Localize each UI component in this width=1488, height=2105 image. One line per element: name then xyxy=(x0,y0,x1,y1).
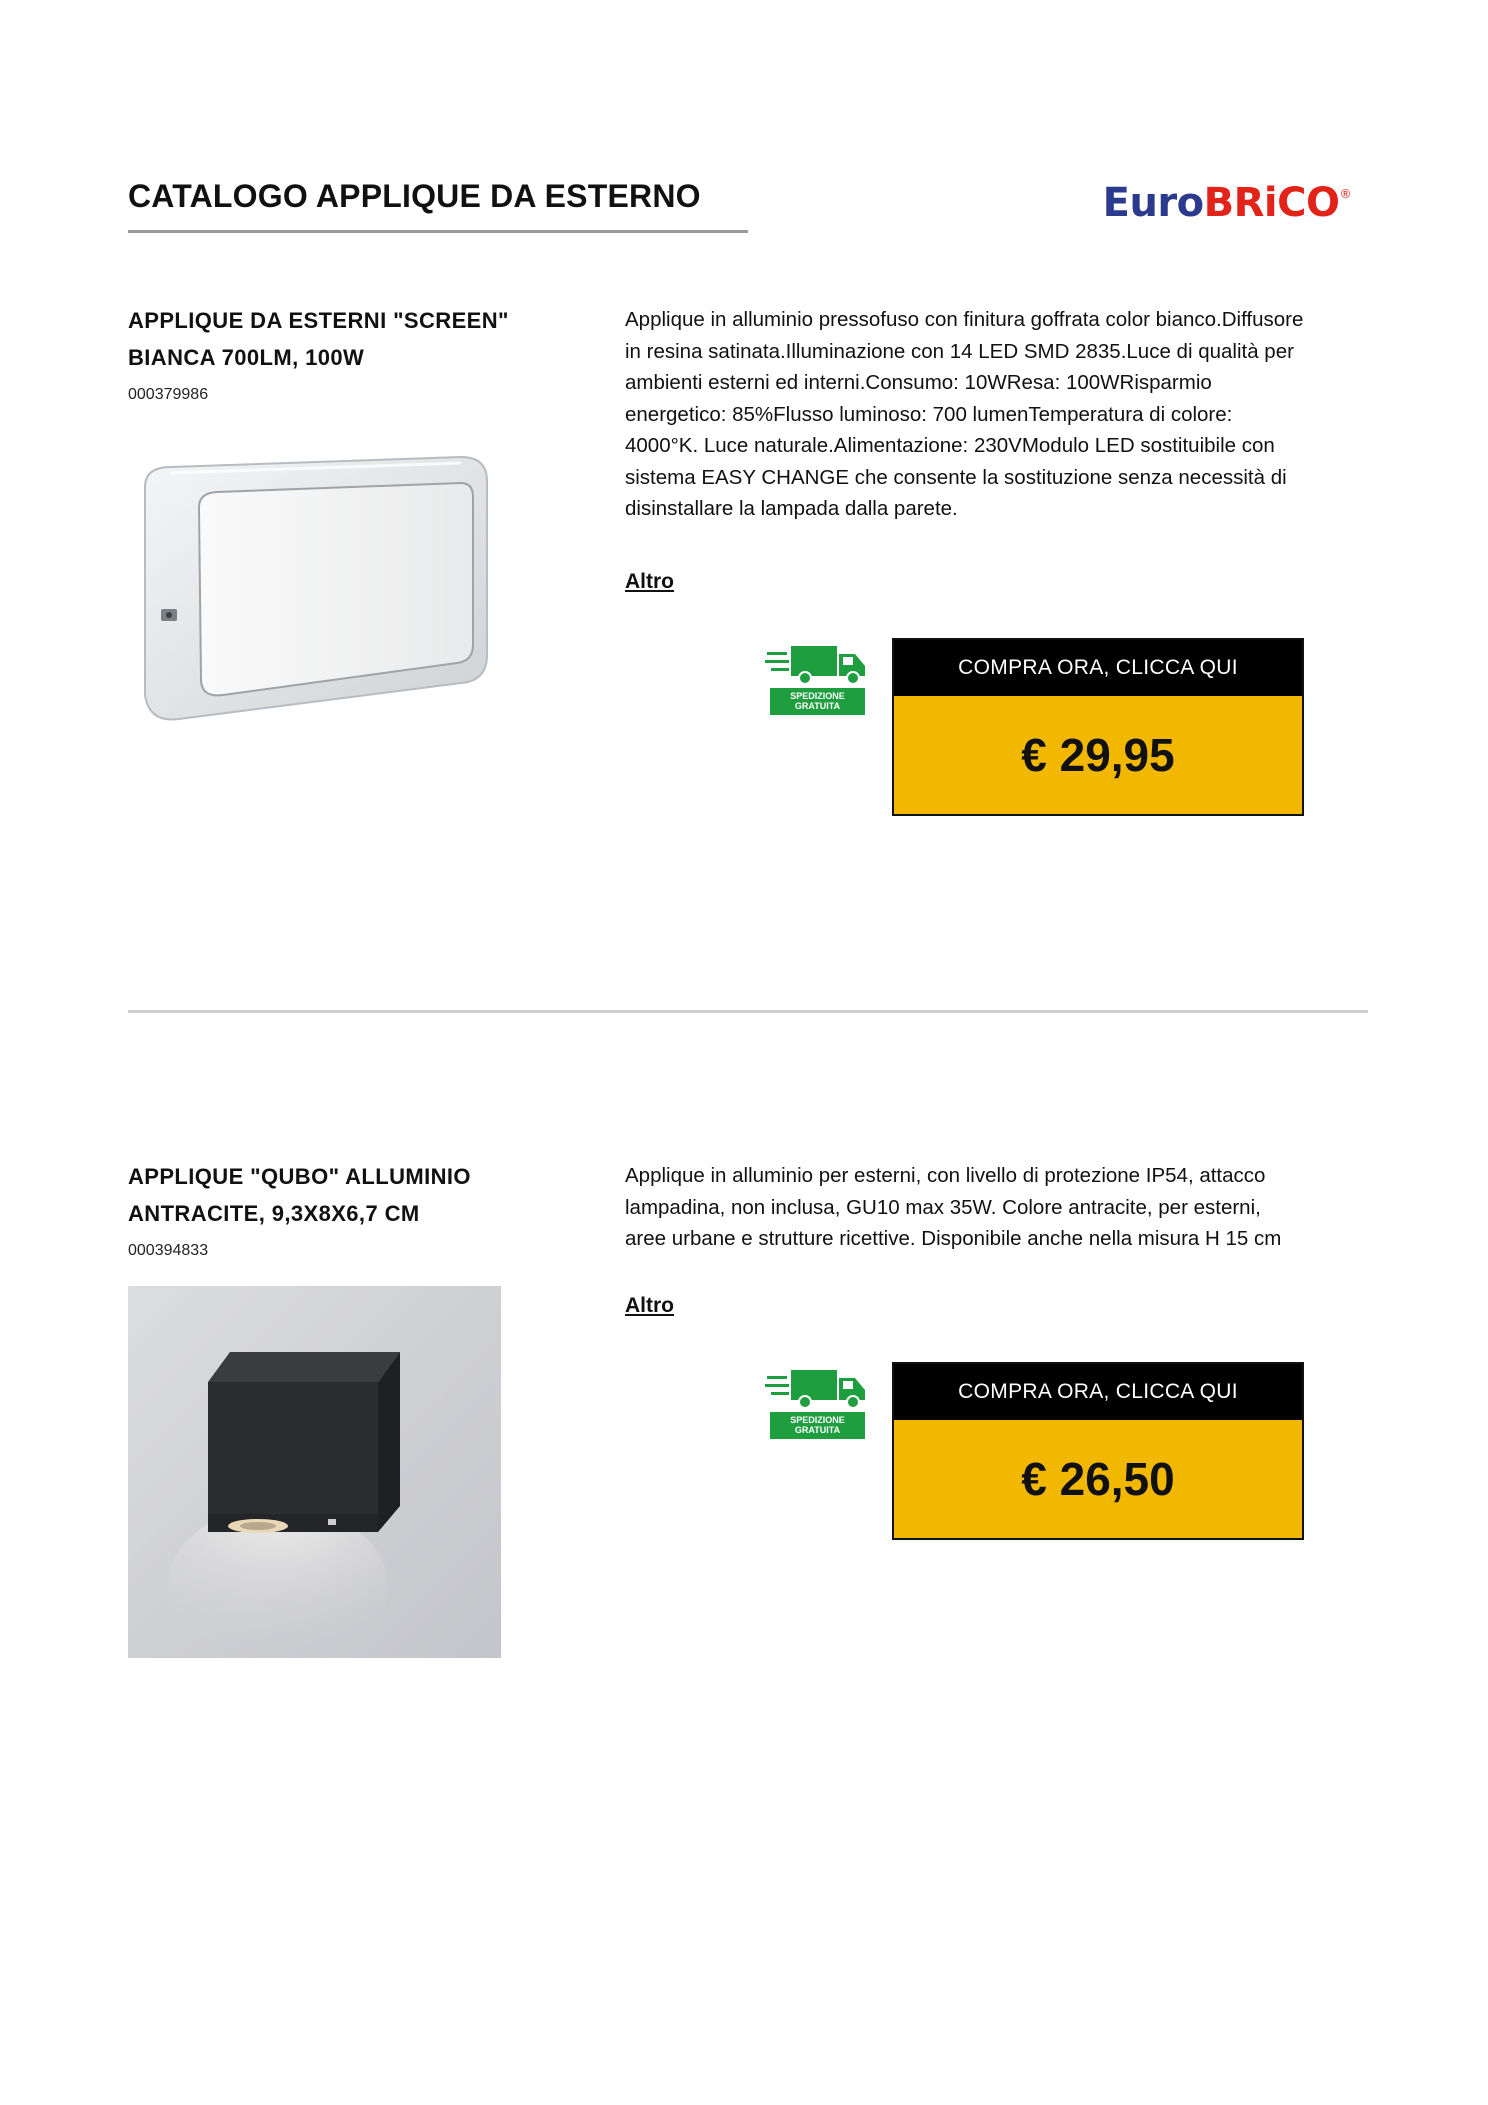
free-shipping-label: SPEDIZIONE GRATUITA xyxy=(770,688,865,715)
buy-now-label: COMPRA ORA, CLICCA QUI xyxy=(894,640,1302,696)
product-title: APPLIQUE DA ESTERNI "SCREEN" BIANCA 700LM, 100W xyxy=(128,308,509,370)
product-price: € 26,50 xyxy=(894,1420,1302,1538)
product-code: 000394833 xyxy=(128,1242,209,1259)
page-title: CATALOGO APPLIQUE DA ESTERNO xyxy=(128,178,701,214)
logo-part-brico: BRiCO xyxy=(1203,180,1340,226)
free-shipping-label: SPEDIZIONE GRATUITA xyxy=(770,1412,865,1439)
logo-part-euro: Euro xyxy=(1102,180,1204,226)
delivery-truck-icon xyxy=(765,640,871,688)
product-description: Applique in alluminio pressofuso con finitura goffrata color bianco.Diffusore in resina satinata.Illuminazione con 14 LED SMD 2835.Luce di qualità per ambienti esterni ed interni.Consumo: 10WResa: 100WRisparmio energetico: 85%Flusso luminoso: 700 lumenTemperatura di colore: 4000°K. Luce naturale.Alimentazione: 230VModulo LED sostituibile con sistema EASY CHANGE che consente la sostituzione senza necessità di disinstallare la lampada dalla parete. xyxy=(625,308,1304,520)
buy-now-button[interactable] xyxy=(892,1362,1304,1540)
buy-now-button[interactable] xyxy=(892,638,1304,816)
product-card-screen xyxy=(128,302,1350,862)
catalog-header xyxy=(128,172,1350,244)
section-divider xyxy=(128,1010,1368,1013)
product-card-qubo xyxy=(128,1158,1350,1718)
product-image-qubo xyxy=(128,1286,501,1658)
more-link[interactable]: Altro xyxy=(625,1294,674,1317)
more-link[interactable]: Altro xyxy=(625,570,674,593)
logo-registered-mark: ® xyxy=(1339,187,1351,201)
eurobrico-logo xyxy=(1103,182,1351,224)
product-code: 000379986 xyxy=(128,386,209,403)
free-shipping-badge xyxy=(765,1364,871,1442)
product-image-screen xyxy=(131,447,491,732)
free-shipping-badge xyxy=(765,640,871,718)
buy-now-label: COMPRA ORA, CLICCA QUI xyxy=(894,1364,1302,1420)
delivery-truck-icon xyxy=(765,1364,871,1412)
product-price: € 29,95 xyxy=(894,696,1302,814)
product-title: APPLIQUE "QUBO" ALLUMINIO ANTRACITE, 9,3X8X6,7 CM xyxy=(128,1164,471,1226)
product-description: Applique in alluminio per esterni, con livello di protezione IP54, attacco lampadina, non inclusa, GU10 max 35W. Colore antracite, per esterni, aree urbane e strutture ricettive. Disponibile anche nella misura H 15 cm xyxy=(625,1164,1282,1250)
title-underline xyxy=(128,230,748,233)
